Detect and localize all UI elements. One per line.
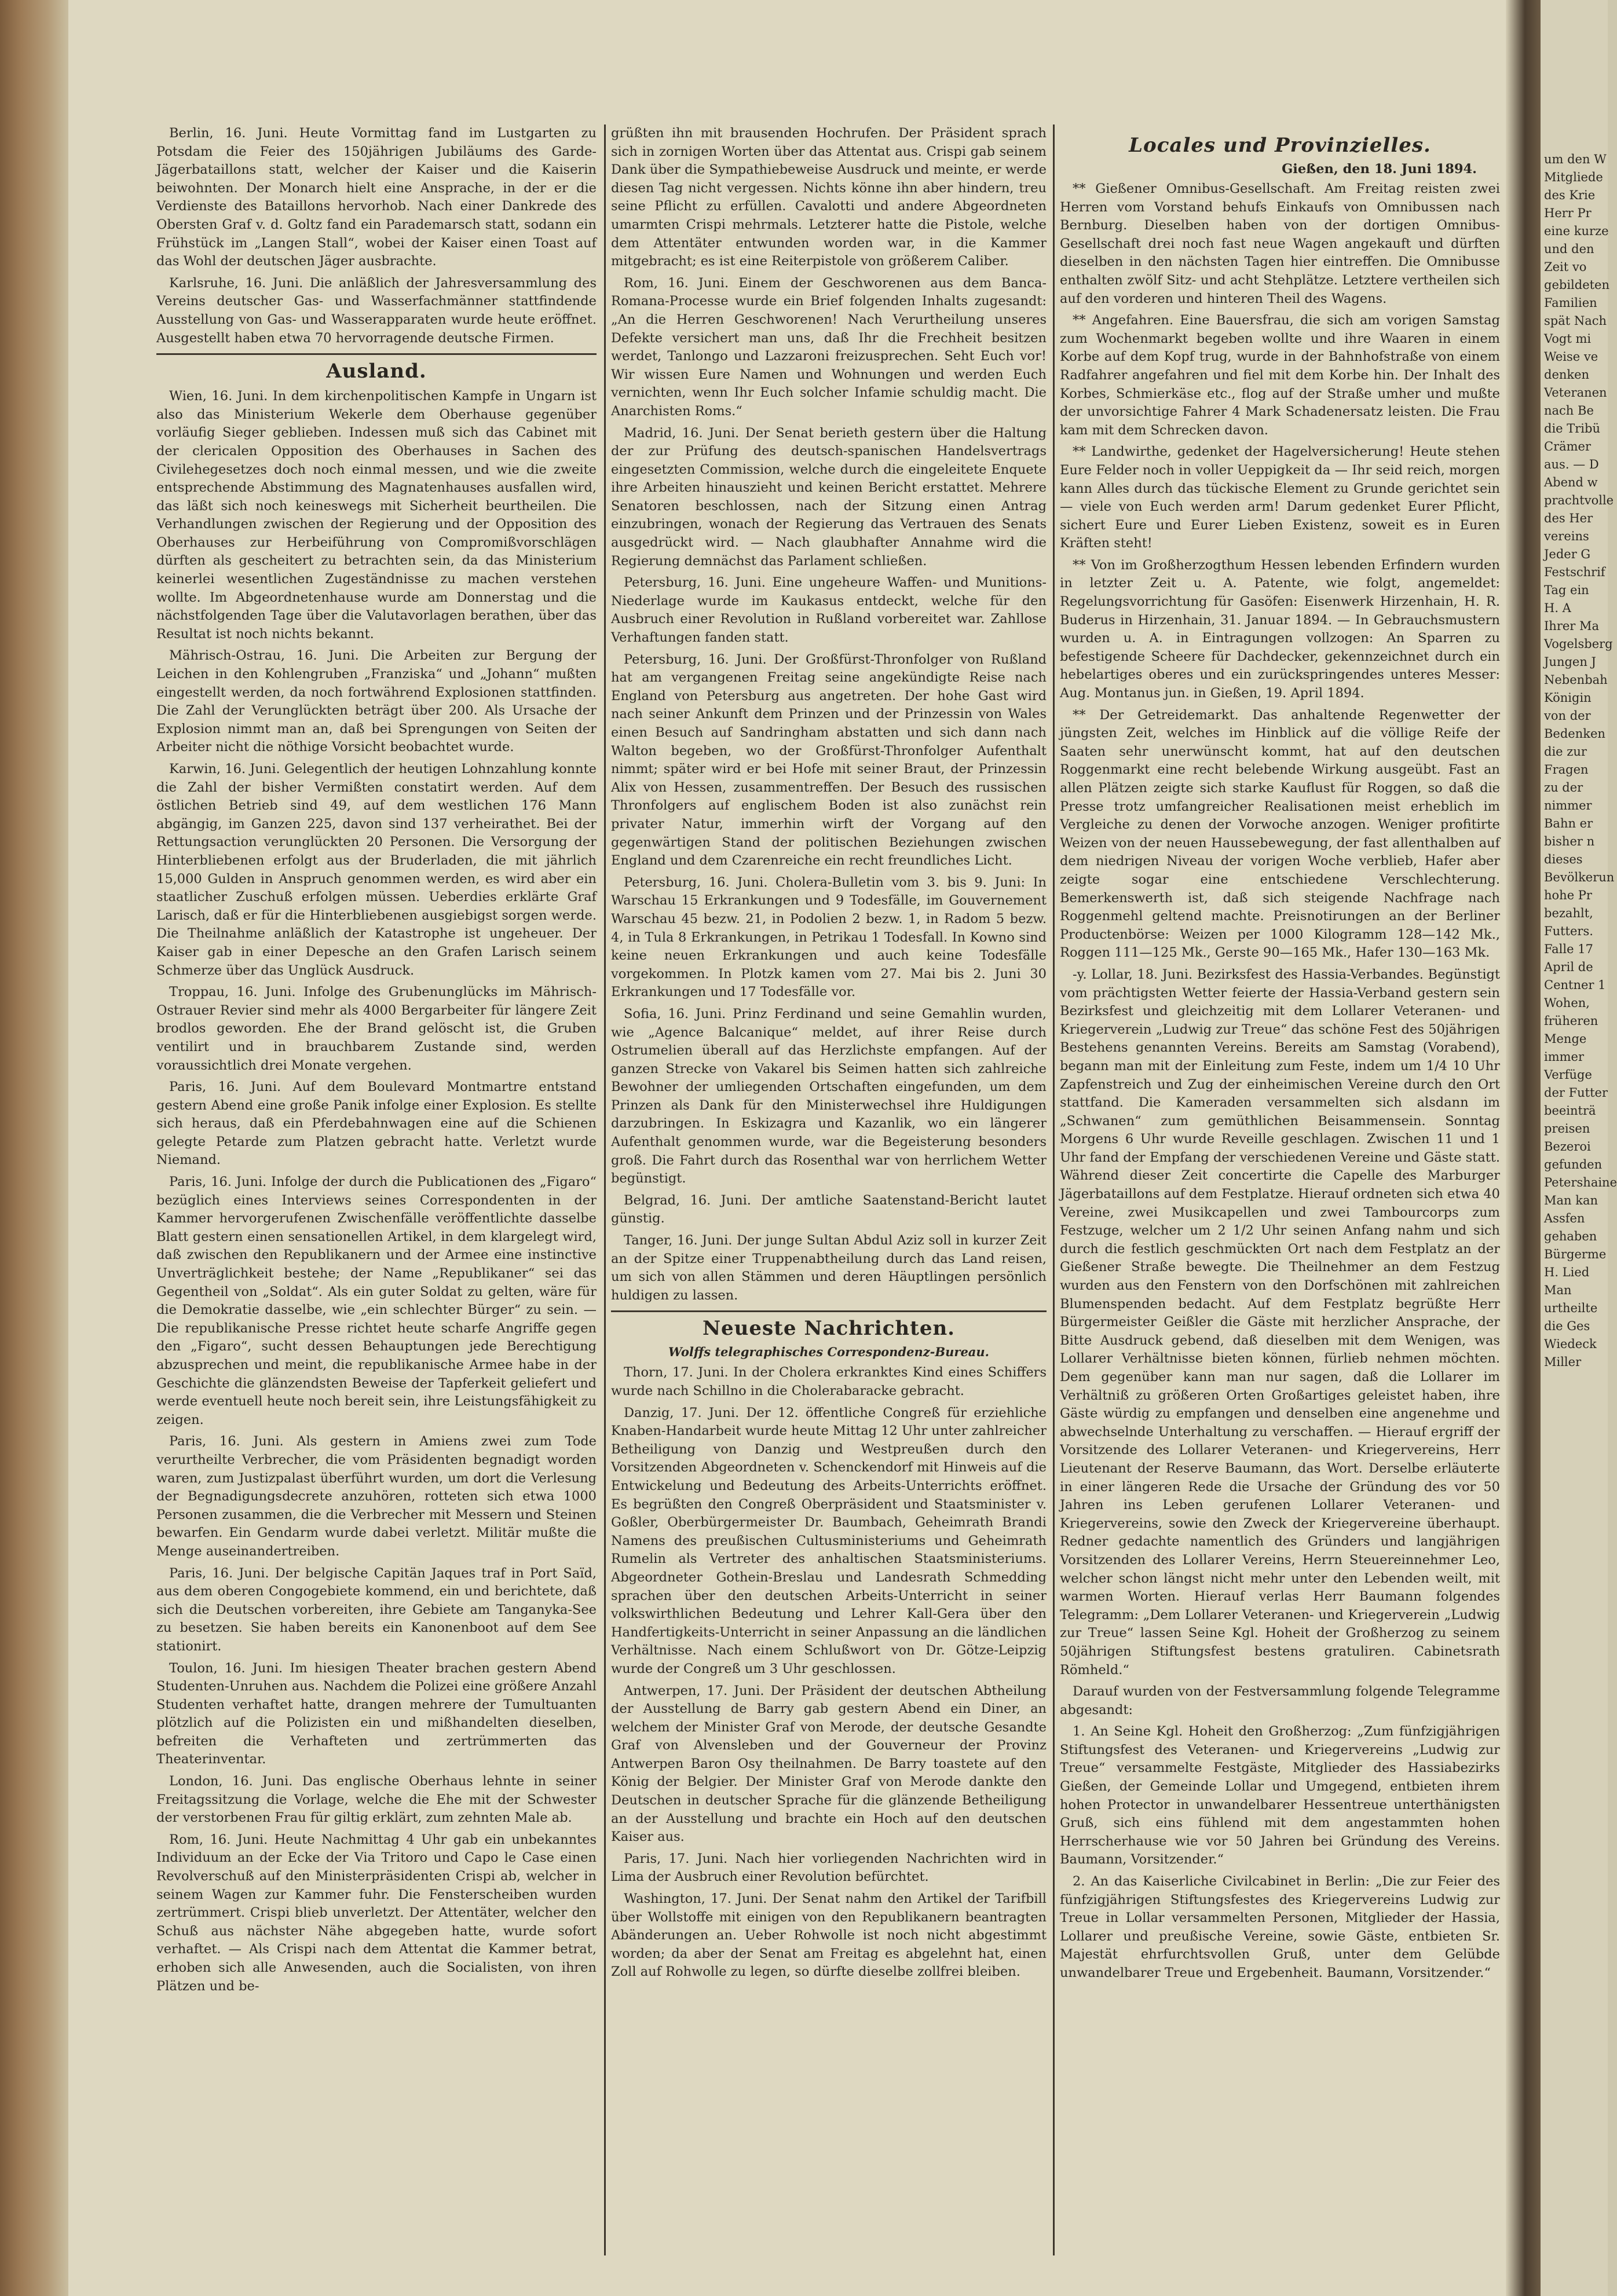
article-omnibus: ** Gießener Omnibus-Gesellschaft. Am Freitag reisten zwei Herren vom Vorstand behufs Einkaufs von Omnibussen nach Bernburg. Dieselben haben von der dortigen Omnibus-Gesellschaft drei noch fast neue Wagen angekauft und dürften dieselben in den nächsten Tagen hier eintreffen. Die Omnibusse enthalten zwölf Sitz- und acht Stehplätze. Letztere vertheilen sich auf den vorderen und hinteren Theil des Wagens. xyxy=(1060,181,1500,306)
adjacent-page-line: H. Lied xyxy=(1544,1265,1590,1279)
adjacent-page-line: nach Be xyxy=(1544,404,1594,418)
article-petersburg-2: Petersburg, 16. Juni. Der Großfürst-Thronfolger von Rußland hat am vergangenen Freitag seine angekündigte Reise nach England von Petersburg aus angetreten. Der hohe Gast wird nach seiner Ankunft dem Prinzen und der Prinzessin von Wales einen Besuch auf Sandringham abstatten und sich dann nach Walton begeben, wo der Großfürst-Thronfolger Aufenthalt nimmt; später wird er bei Hofe mit seiner Braut, der Prinzessin Alix von Hessen, zusammentreffen. Der Besuch des russischen Thronfolgers auf englischem Boden ist also zunächst rein privater Natur, immerhin wirft der Vorgang auf den gegenwärtigen Stand der politischen Beziehungen zwischen England und dem Czarenreiche ein recht freundliches Licht. xyxy=(611,651,1047,869)
article-karlsruhe: Karlsruhe, 16. Juni. Die anläßlich der Jahresversammlung des Vereins deutscher Gas- und Wasserfachmänner stattfindende Ausstellung von Gas- und Wasserapparaten wurde heute eröffnet. Ausgestellt haben etwa 70 hervorragende deutsche Firmen. xyxy=(156,275,597,346)
adjacent-page-line: die zur xyxy=(1544,745,1587,759)
adjacent-page-line: Crämer xyxy=(1544,440,1592,453)
adjacent-page-line: Abend w xyxy=(1544,475,1598,489)
adjacent-page-line: preisen xyxy=(1544,1122,1590,1136)
adjacent-page-line: Futters. xyxy=(1544,924,1593,938)
adjacent-page-line: gebildeten xyxy=(1544,278,1610,292)
adjacent-page-line: früheren xyxy=(1544,1014,1598,1028)
book-gutter xyxy=(1506,0,1541,2296)
article-thorn: Thorn, 17. Juni. In der Cholera erkranktes Kind eines Schiffers wurde nach Schillno in die Cholerabaracke gebracht. xyxy=(611,1365,1047,1398)
adjacent-page-line: beeinträ xyxy=(1544,1104,1596,1118)
adjacent-page-line: Herr Pr xyxy=(1544,206,1592,220)
section-heading-neueste: Neueste Nachrichten. xyxy=(611,1310,1047,1340)
adjacent-page-line: H. A xyxy=(1544,601,1571,615)
adjacent-page-line: Vogt mi xyxy=(1544,332,1592,346)
section-heading-ausland: Ausland. xyxy=(156,353,597,383)
article-tanger: Tanger, 16. Juni. Der junge Sultan Abdul Aziz soll in kurzer Zeit an der Spitze einer Truppenabtheilung durch das Land reisen, um sich von allen Stämmen und deren Häuptlingen persönlich huldigen zu lassen. xyxy=(611,1233,1047,1303)
article-getreidemarkt: ** Der Getreidemarkt. Das anhaltende Regenwetter der jüngsten Zeit, welches im Hinblick auf die völlige Reife der Saaten sehr unerwünscht kommt, hat auf den deutschen Roggenmarkt eine recht belebende Wirkung ausgeübt. Fast an allen Plätzen zeigte sich starke Kauflust für Roggen, so daß die Presse trotz umfangreicher Realisationen meist erheblich im Vergleiche zu denen der Vorwoche anzogen. Weniger profitirte Weizen von der neuen Haussebewegung, der fast allenthalben auf dem niedrigen Niveau der vorigen Woche verblieb, Hafer aber zeigte sogar eine entschiedene Verschlechterung. Bemerkenswerth ist, daß sich steigende Nachfrage nach Roggenmehl geltend machte. Preisnotirungen an der Berliner Productenbörse: Weizen per 1000 Kilogramm 128—142 Mk., Roggen 111—125 Mk., Gerste 90—165 Mk., Hafer 130—163 Mk. xyxy=(1060,707,1500,961)
article-belgrad: Belgrad, 16. Juni. Der amtliche Saatenstand-Bericht lautet günstig. xyxy=(611,1192,1047,1226)
adjacent-page-line: des Her xyxy=(1544,511,1593,525)
article-paris-4: Paris, 16. Juni. Der belgische Capitän Jaques traf in Port Saïd, aus dem oberen Congogebiete kommend, ein und berichtete, daß sich die Deutschen vorbereiten, ihre Gebiete am Tanganyka-See zu besetzen. Sie haben bereits ein Kanonenboot auf dem See stationirt. xyxy=(156,1565,597,1654)
article-wien: Wien, 16. Juni. In dem kirchenpolitischen Kampfe in Ungarn ist also das Ministerium Wekerle dem Oberhause gegenüber vorläufig Sieger geblieben. Indessen muß sich das Cabinet mit der clericalen Opposition des Oberhauses in Sachen des Civilehegesetzes doch noch einmal messen, und wie die zweite entsprechende Abstimmung des Magnatenhauses ausfallen wird, das läßt sich noch keineswegs mit Sicherheit beurtheilen. Die Verhandlungen zwischen der Regierung und der Opposition des Oberhauses zur Herbeiführung von Compromißvorschlägen dürften als gescheitert zu betrachten sein, da das Ministerium keinerlei wesentlichen Zugeständnisse zu machen verstehen wollte. Im Abgeordnetenhause wurde am Donnerstag und die nächstfolgenden Tage über die Valutavorlagen berathen, über das Resultat ist noch nichts bekannt. xyxy=(156,389,597,642)
adjacent-page-line: Bevölkerun xyxy=(1544,870,1615,884)
adjacent-page-line: Man xyxy=(1544,1283,1572,1297)
adjacent-page-line: Königin xyxy=(1544,691,1592,705)
adjacent-page-line: April de xyxy=(1544,960,1593,974)
adjacent-page-line: Festschrif xyxy=(1544,565,1605,579)
article-danzig: Danzig, 17. Juni. Der 12. öffentliche Congreß für erziehliche Knaben-Handarbeit wurde heute Mittag 12 Uhr unter zahlreicher Betheiligung von Danzig und Westpreußen durch den Vorsitzenden Abgeordneten v. Schenckendorf mit Hinweis auf die Entwickelung und Bedeutung des Arbeits-Unterrichts eröffnet. Es begrüßten den Congreß Oberpräsident und Staatsminister v. Goßler, Oberbürgermeister Dr. Baumbach, Geheimrath Brandi Namens des preußischen Cultusministeriums und Geheimrath Rumelin als Vertreter des anhaltischen Staatsministeriums. Abgeordneter Gothein-Breslau und Landesrath Schmedding sprachen über den deutschen Arbeits-Unterricht in seiner volkswirthlichen Bedeutung und Lehrer Kall-Gera über den Handfertigkeits-Unterricht in seiner Anpassung an die ländlichen Verhältnisse. Nach einem Schlußwort von Dr. Götze-Leipzig wurde der Congreß um 3 Uhr geschlossen. xyxy=(611,1405,1047,1676)
adjacent-page-line: Nebenbah xyxy=(1544,673,1608,687)
column-rule-1 xyxy=(604,124,606,2255)
adjacent-page-line: Assfen xyxy=(1544,1211,1585,1225)
adjacent-page-line: Menge xyxy=(1544,1032,1587,1046)
dateline-giessen: Gießen, den 18. Juni 1894. xyxy=(1282,162,1477,177)
column-3 xyxy=(1060,124,1500,2238)
article-telegramme-intro: Darauf wurden von der Festversammlung folgende Telegramme abgesandt: xyxy=(1060,1684,1500,1718)
adjacent-page-line: der Futter xyxy=(1544,1086,1608,1100)
adjacent-page-line: Veteranen xyxy=(1544,386,1607,400)
article-madrid: Madrid, 16. Juni. Der Senat berieth gestern über die Haltung der zur Prüfung des deutsch-spanischen Handelsvertrags eingesetzten Commission, welche durch die eingeleitete Enquete ihre Arbeiten hinauszieht und keinen Bericht erstattet. Mehrere Senatoren beschlossen, nach der Sitzung einen Antrag einzubringen, wonach der Regierung das Vertrauen des Senats ausgedrückt wird. — Nach glaubhafter Annahme wird die Regierung demnächst das Parlament schließen. xyxy=(611,425,1047,569)
adjacent-page-line: Wiedeck xyxy=(1544,1337,1597,1351)
article-antwerpen: Antwerpen, 17. Juni. Der Präsident der deutschen Abtheilung der Ausstellung de Barry gab gestern Abend ein Diner, an welchem der Minister Graf von Merode, der deutsche Gesandte Graf von Alvensleben und der Gouverneur der Provinz Antwerpen Baron Osy theilnahmen. De Barry toastete auf den König der Belgier. Der Minister Graf von Merode dankte den Deutschen in deutscher Sprache für die glänzende Betheiligung an der Ausstellung und brachte ein Hoch auf den deutschen Kaiser aus. xyxy=(611,1683,1047,1845)
adjacent-page-line: Familien xyxy=(1544,296,1597,310)
article-sofia: Sofia, 16. Juni. Prinz Ferdinand und seine Gemahlin wurden, wie „Agence Balcanique“ meldet, auf ihrer Reise durch Ostrumelien überall auf das Herzlichste empfangen. Auf der ganzen Strecke von Vakarel bis Seimen hatten sich zahlreiche Bewohner der umliegenden Ortschaften eingefunden, um dem Prinzen als Dank für den Ministerwechsel ihre Huldigungen darzubringen. In Eskizagra und Kazanlik, wo ein längerer Aufenthalt genommen wurde, war die Begeisterung besonders groß. Die Fahrt durch das Rosenthal war von herrlichem Wetter begünstigt. xyxy=(611,1006,1047,1187)
article-toulon: Toulon, 16. Juni. Im hiesigen Theater brachen gestern Abend Studenten-Unruhen aus. Nachdem die Polizei eine größere Anzahl Studenten verhaftet hatte, drangen mehrere der Tumultuanten plötzlich auf die Polizisten ein und mißhandelten dieselben, befreiten die Verhafteten und zertrümmerten das Theaterinventar. xyxy=(156,1660,597,1767)
adjacent-page-line: urtheilte xyxy=(1544,1301,1598,1315)
adjacent-page-line: prachtvolle xyxy=(1544,493,1614,507)
article-rom-1: Rom, 16. Juni. Heute Nachmittag 4 Uhr gab ein unbekanntes Individuum an der Ecke der Via Tritoro und Capo le Case einen Revolverschuß auf den Ministerpräsidenten Crispi ab, welcher in seinem Wagen zur Kammer fuhr. Die Fensterscheiben wurden zertrümmert. Crispi blieb unverletzt. Der Attentäter, welcher den Schuß aus nächster Nähe abgegeben hatte, wurde sofort verhaftet. — Als Crispi nach dem Attentat die Kammer betrat, erhoben sich alle Anwesenden, auch die Socialisten, von ihren Plätzen und be- xyxy=(156,1832,597,1994)
article-erfinder: ** Von im Großherzogthum Hessen lebenden Erfindern wurden in letzter Zeit u. A. Patente, wie folgt, angemeldet: Regelungsvorrichtung für Gasöfen: Eisenwerk Hirzenhain, H. R. Buderus in Hirzenhain, 31. Januar 1894. — In Gebrauchsmustern wurden u. A. in Eintragungen vollzogen: An Sparren zu befestigende Scheere für Dachdecker, gekennzeichnet durch ein hebelartiges oberes und ein zurückspringendes unteres Messer: Aug. Montanus jun. in Gießen, 19. April 1894. xyxy=(1060,557,1500,701)
adjacent-page-line: Jeder G xyxy=(1544,547,1591,561)
adjacent-page-line: Zeit vo xyxy=(1544,260,1587,274)
article-paris-5: Paris, 17. Juni. Nach hier vorliegenden Nachrichten wird in Lima der Ausbruch einer Revolution befürchtet. xyxy=(611,1851,1047,1885)
adjacent-page-line: Bahn er xyxy=(1544,816,1593,830)
adjacent-page-line: gehaben xyxy=(1544,1229,1597,1243)
adjacent-page-line: bezahlt, xyxy=(1544,906,1593,920)
article-telegramm-2: 2. An das Kaiserliche Civilcabinet in Berlin: „Die zur Feier des fünfzigjährigen Stiftungsfestes des Kriegervereins Ludwig zur Treue in Lollar versammelten Personen, Mitglieder der Hassia, Lollarer und preußische Vereine, sowie Gäste, entbieten Sr. Majestät ehrfurchtsvollen Gruß, unter dem Gelübde unwandelbarer Treue und Ergebenheit. Baumann, Vorsitzender.“ xyxy=(1060,1874,1500,1980)
adjacent-page-line: Bezeroi xyxy=(1544,1140,1591,1154)
column-rule-2 xyxy=(1053,124,1055,2255)
adjacent-page-line: Ihrer Ma xyxy=(1544,619,1600,633)
article-london: London, 16. Juni. Das englische Oberhaus lehnte in seiner Freitagssitzung die Vorlage, welche die Ehe mit der Schwester der verstorbenen Frau für giltig erklärt, zum zehnten Male ab. xyxy=(156,1774,597,1826)
article-paris-2: Paris, 16. Juni. Infolge der durch die Publicationen des „Figaro“ bezüglich eines Interviews seines Correspondenten in der Kammer hervorgerufenen Zwischenfälle veröffentlichte dasselbe Blatt gestern einen sensationellen Artikel, in dem klargelegt wird, daß zwischen den Republikanern und der Armee eine instinctive Unverträglichkeit bestehe; der Name „Republikaner“ sei das Gegentheil von „Soldat“. Als ein guter Soldat zu gelten, wäre für die Demokratie dasselbe, wie „ein schlechter Bürger“ zu sein. — Die republikanische Presse richtet heute scharfe Angriffe gegen den „Figaro“, sucht dessen Behauptungen jede Berechtigung abzusprechen und meint, die republikanische Armee habe in der Geschichte die glänzendsten Beweise der Tapferkeit geliefert und werde eventuell heute noch bereit sein, ihre Leistungsfähigkeit zu zeigen. xyxy=(156,1174,597,1427)
adjacent-page-line: bisher n xyxy=(1544,834,1595,848)
article-rom-continued: grüßten ihn mit brausenden Hochrufen. Der Präsident sprach sich in zornigen Worten über das Attentat aus. Crispi gab seinem Dank über die Sympathiebeweise Ausdruck und meinte, er werde diesen Tag nicht vergessen. Nichts könne ihn aber hindern, treu seine Pflicht zu erfüllen. Cavalotti und andere Abgeordneten umarmten Crispi mehrmals. Letzterer hatte die Pistole, welche dem Attentäter entwunden worden war, in die Kammer mitgebracht; es ist eine Reiterpistole von größerem Caliber. xyxy=(611,126,1047,269)
adjacent-page-line: Falle 17 xyxy=(1544,942,1593,956)
adjacent-page-line: Vogelsberg xyxy=(1544,637,1613,651)
adjacent-page-line: Tag ein xyxy=(1544,583,1589,597)
adjacent-page-line: und den xyxy=(1544,242,1594,256)
adjacent-page-fragment xyxy=(1541,0,1617,2296)
adjacent-page-line: Bedenken xyxy=(1544,727,1605,741)
article-hagelversicherung: ** Landwirthe, gedenket der Hagelversicherung! Heute stehen Eure Felder noch in voller Ueppigkeit da — Ihr seid reich, morgen kann Alles durch das tückische Element zu Grunde gerichtet sein — viele von Euch werden arm! Darum gedenket Eurer Pflicht, sichert Eure und Eurer Lieben Existenz, soweit es in Euren Kräften steht! xyxy=(1060,444,1500,551)
adjacent-page-line: vereins xyxy=(1544,529,1589,543)
adjacent-page-line: die Ges xyxy=(1544,1319,1590,1333)
adjacent-page-line: Miller xyxy=(1544,1355,1582,1369)
adjacent-page-line: Man kan xyxy=(1544,1193,1598,1207)
adjacent-page-line: die Tribü xyxy=(1544,422,1600,435)
adjacent-page-line: immer xyxy=(1544,1050,1585,1064)
article-maehrisch-ostrau: Mährisch-Ostrau, 16. Juni. Die Arbeiten zur Bergung der Leichen in den Kohlengruben „Franziska“ und „Johann“ mußten eingestellt werden, da noch fortwährend Explosionen stattfinden. Die Zahl der Verunglückten beträgt über 200. Als Ursache der Explosion nimmt man an, daß bei Sprengungen von Seiten der Arbeiter nicht die nöthige Vorsicht beobachtet wurde. xyxy=(156,648,597,755)
article-petersburg-1: Petersburg, 16. Juni. Eine ungeheure Waffen- und Munitions-Niederlage wurde im Kaukasus entdeckt, welche für den Ausbruch einer Revolution in Rußland vorbereitet war. Zahllose Verhaftungen fanden statt. xyxy=(611,575,1047,646)
adjacent-page-line: aus. — D xyxy=(1544,457,1599,471)
adjacent-page-line: Wohen, xyxy=(1544,996,1590,1010)
adjacent-page-line: spät Nach xyxy=(1544,314,1607,328)
article-paris-1: Paris, 16. Juni. Auf dem Boulevard Montmartre entstand gestern Abend eine große Panik infolge einer Explosion. Es stellte sich heraus, daß ein Pferdebahnwagen eine auf die Schienen gelegte Petarde zum Platzen gebracht hatte. Verletzt wurde Niemand. xyxy=(156,1079,597,1168)
adjacent-page-line: zu der xyxy=(1544,781,1583,794)
adjacent-page-line: um den W xyxy=(1544,152,1607,166)
adjacent-page-line: denken xyxy=(1544,368,1590,382)
article-paris-3: Paris, 16. Juni. Als gestern in Amiens zwei zum Tode verurtheilte Verbrecher, die vom Präsidenten begnadigt worden waren, zum Justizpalast überführt wurden, um dort die Verlesung der Begnadigungsdecrete anzuhören, rotteten sich etwa 1000 Personen zusammen, die die Verbrecher mit Messern und Steinen bewarfen. Ein Gendarm wurde dabei verletzt. Militär mußte die Menge auseinandertreiben. xyxy=(156,1434,597,1559)
column-1 xyxy=(156,124,597,2238)
adjacent-page-line: Fragen xyxy=(1544,763,1589,777)
adjacent-page-line: Verfüge xyxy=(1544,1068,1592,1082)
adjacent-page-line: Bürgerme xyxy=(1544,1247,1607,1261)
article-rom-2: Rom, 16. Juni. Einem der Geschworenen aus dem Banca-Romana-Processe wurde ein Brief folgenden Inhalts zugesandt: „An die Herren Geschworenen! Nach Verurtheilung unseres Defekte versichert man uns, daß Ihr die Frechheit besitzen werdet, Tanlongo und Lazzaroni freizusprechen. Seht Euch vor! Wir wissen Eure Namen und Wohnungen und werden Euch vernichten, wenn Ihr Euch solcher Infamie schuldig macht. Die Anarchisten Roms.“ xyxy=(611,275,1047,419)
adjacent-page-line: nimmer xyxy=(1544,799,1592,812)
article-berlin: Berlin, 16. Juni. Heute Vormittag fand im Lustgarten zu Potsdam die Feier des 150jährigen Jubiläums des Garde-Jägerbataillons statt, welcher der Kaiser und die Kaiserin beiwohnten. Der Monarch hielt eine Ansprache, in der er die Verdienste des Bataillons hervorhob. Nach einer Dankrede des Obersten Graf v. d. Goltz fand ein Parademarsch statt, sodann ein Frühstück im „Langen Stall“, wobei der Kaiser einen Toast auf das Wohl der deutschen Jäger ausbrachte. xyxy=(156,126,597,269)
book-spine-left xyxy=(0,0,68,2296)
adjacent-page-line: Centner 1 xyxy=(1544,978,1606,992)
adjacent-page-line: gefunden xyxy=(1544,1158,1603,1171)
adjacent-page-line: dieses xyxy=(1544,852,1583,866)
adjacent-page-line: des Krie xyxy=(1544,188,1596,202)
article-karwin: Karwin, 16. Juni. Gelegentlich der heutigen Lohnzahlung konnte die Zahl der bisher Vermißten constatirt werden. Auf dem östlichen Betrieb sind 49, auf dem westlichen 176 Mann abgängig, im Ganzen 225, davon sind 137 verheirathet. Bei der Rettungsaction verunglückten 20 Personen. Die Versorgung der Hinterbliebenen erfolgt aus der Bruderladen, die mit jährlich 15,000 Gulden in Anspruch genommen werden, es wird aber ein staatlicher Zuschuß erfolgen müssen. Ueberdies erklärte Graf Larisch, daß er für die Hinterbliebenen ausgiebigst sorgen werde. Die Theilnahme anläßlich der Katastrophe ist ungeheuer. Der Kaiser gab in einer Depesche an den Grafen Larisch seinem Schmerze über das Unglück Ausdruck. xyxy=(156,761,597,978)
column-2 xyxy=(611,124,1047,2238)
adjacent-page-line: hohe Pr xyxy=(1544,888,1592,902)
article-telegramm-1: 1. An Seine Kgl. Hoheit den Großherzog: „Zum fünfzigjährigen Stiftungsfest des Veteranen- und Kriegervereins „Ludwig zur Treue“ versammelte Festgäste, Mitglieder des Hassiabezirks Gießen, der Gemeinde Lollar und Umgegend, entbieten ihrem hohen Protector in unwandelbarer Hessentreue unterthänigsten Gruß, sich eins fühlend mit dem angestammten hohen Herrscherhause wie vor 50 Jahren bei Gründung des Vereins. Baumann, Vorsitzender.“ xyxy=(1060,1724,1500,1867)
adjacent-page-line: Petershaine xyxy=(1544,1176,1617,1189)
adjacent-page-column xyxy=(1544,151,1617,1371)
adjacent-page-line: Mitgliede xyxy=(1544,170,1603,184)
section-heading-locales: Locales und Provinzielles. xyxy=(1129,134,1431,157)
adjacent-page-line: Weise ve xyxy=(1544,350,1598,364)
adjacent-page-line: Jungen J xyxy=(1544,655,1596,669)
adjacent-page-line: von der xyxy=(1544,709,1591,723)
article-petersburg-3: Petersburg, 16. Juni. Cholera-Bulletin vom 3. bis 9. Juni: In Warschau 15 Erkrankungen und 9 Todesfälle, im Gouvernement Warschau 45 bezw. 21, in Podolien 2 bezw. 1, in Radom 5 bezw. 4, in Tula 8 Erkrankungen, in Petrikau 1 Todesfall. In Kowno sind keine neuen Erkrankungen und auch keine Todesfälle vorgekommen. In Plotzk kamen vom 27. Mai bis 2. Juni 30 Erkrankungen und 17 Todesfälle vor. xyxy=(611,874,1047,1000)
article-troppau: Troppau, 16. Juni. Infolge des Grubenunglücks im Mährisch-Ostrauer Revier sind mehr als 4000 Bergarbeiter für längere Zeit brodlos geworden. Ehe der Brand gelöscht ist, die Gruben ventilirt und in brauchbarem Zustande sind, werden voraussichtlich drei Monate vergehen. xyxy=(156,984,597,1073)
section-subheading-wolff: Wolffs telegraphisches Correspondenz-Bureau. xyxy=(668,1345,989,1360)
article-lollar: -y. Lollar, 18. Juni. Bezirksfest des Hassia-Verbandes. Begünstigt vom prächtigsten Wetter feierte der Hassia-Verband gestern sein Bezirksfest und gleichzeitig mit dem Lollarer Veteranen- und Kriegerverein „Ludwig zur Treue“ das schöne Fest des 50jährigen Bestehens genannten Vereins. Bereits am Samstag (Vorabend), begann man mit der Einleitung zum Feste, indem um 1/4 10 Uhr Zapfenstreich und Zug der einheimischen Vereine durch den Ort stattfand. Die Kameraden versammelten sich alsdann im „Schwanen“ zum gemüthlichen Beisammensein. Sonntag Morgens 6 Uhr wurde Reveille geschlagen. Zwischen 11 und 1 Uhr fand der Empfang der verschiedenen Vereine und Gäste statt. Während dieser Zeit concertirte die Capelle des Marburger Jägerbataillons auf dem Festplatze. Hierauf ordneten sich etwa 40 Vereine, zwei Musikcapellen und zwei Tambourcorps zum Festzuge, welcher um 2 1/2 Uhr seinen Anfang nahm und sich durch die festlich geschmückten Ort nach dem Festplatz an der Gießener Straße bewegte. Die Theilnehmer an dem Festzug wurden aus den Fenstern von den Dorfschönen mit zahlreichen Blumenspenden bedacht. Auf dem Festplatz begrüßte Herr Bürgermeister Geißler die Gäste mit herzlicher Ansprache, der Bitte Ausdruck gebend, daß dieselben mit dem Wenigen, was Lollarer Verhältnisse bieten können, fürlieb nehmen möchten. Dem gegenüber kann man nur sagen, daß die Lollarer im Verhältniß zu größeren Orten Großartiges geleistet haben, ihre Gäste würdig zu empfangen und denselben eine angenehme und abwechselnde Unterhaltung zu verschaffen. — Hierauf ergriff der Vorsitzende des Lollarer Veteranen- und Kriegervereins, Herr Lieutenant der Reserve Baumann, das Wort. Derselbe erläuterte in einer längeren Rede die Ursache der Gründung des vor 50 Jahren ins Leben gerufenen Lollarer Veteranen- und Kriegervereins, sowie den Zweck der Kriegervereine überhaupt. Redner gedachte namentlich des Gründers und langjährigen Vorsitzenden des Lollarer Vereins, Herrn Steuereinnehmer Leo, welcher schon längst nicht mehr unter den Lebenden weilt, mit warmen Worten. Hierauf verlas Herr Baumann folgendes Telegramm: „Dem Lollarer Veteranen- und Kriegerverein „Ludwig zur Treue“ lassen Seine Kgl. Hoheit der Großherzog zu seinem 50jährigen Stiftungsfest bestens gratuliren. Cabinetsrath Römheld.“ xyxy=(1060,966,1500,1678)
adjacent-page-line: eine kurze xyxy=(1544,224,1609,238)
article-angefahren: ** Angefahren. Eine Bauersfrau, die sich am vorigen Samstag zum Wochenmarkt begeben wollte und ihre Waaren in einem Korbe auf dem Kopf trug, wurde in der Bahnhofstraße von einem Radfahrer angefahren und fiel mit dem Korbe hin. Der Inhalt des Korbes, Schmierkäse etc., flog auf der Straße umher und mußte der unvorsichtige Fahrer 4 Mark Schadenersatz leisten. Die Frau kam mit dem Schrecken davon. xyxy=(1060,313,1500,438)
article-washington: Washington, 17. Juni. Der Senat nahm den Artikel der Tarifbill über Wollstoffe mit einigen von den Republikanern beantragten Abänderungen an. Ueber Rohwolle ist noch nicht abgestimmt worden; da aber der Senat am Freitag es abgelehnt hat, einen Zoll auf Rohwolle zu legen, so dürfte dieselbe zollfrei bleiben. xyxy=(611,1891,1047,1980)
